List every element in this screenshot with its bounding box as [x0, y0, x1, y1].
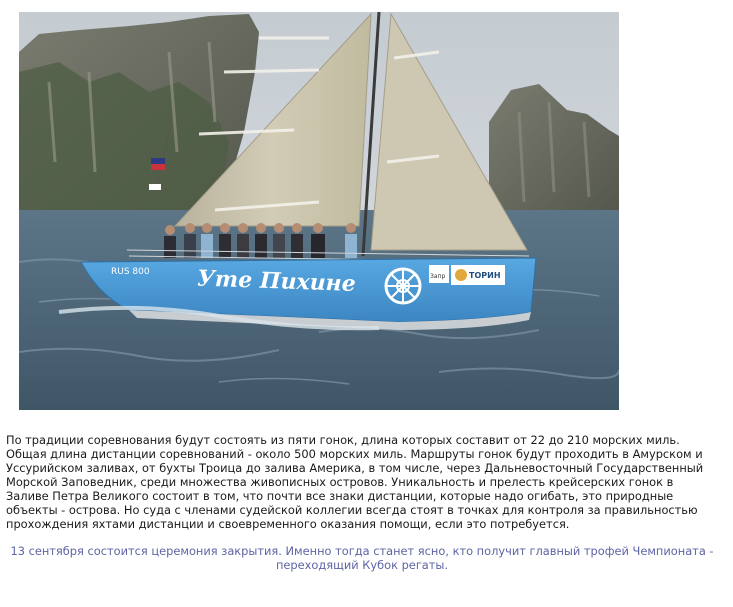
- gear-logo-icon: [386, 269, 420, 303]
- regatta-photo: [19, 12, 619, 410]
- sail-number: RUS 800: [111, 267, 150, 277]
- sponsor-2: ТОРИН: [469, 271, 501, 280]
- hull-name: Уте Пихине: [196, 265, 357, 298]
- sponsor-1: Запр: [430, 273, 446, 280]
- article-paragraph: По традиции соревнования будут состоять из пяти гонок, длина которых составит от 22 до 210 морских миль. Общая длина дистанции соревнований - около 500 морских миль. Маршруты гонок будут проходить в Амурском и Уссурийском заливах, от бухты Троица до залива Америка, в том числе, через Дальневосточный Государственный Морской Заповедник, среди множества живописных островов. Уникальность и прелесть крейсерских гонок в Заливе Петра Великого состоит в том, что почти все знаки дистанции, которые надо огибать, это природные объекты - острова. Но суда с членами судейской коллегии всегда стоят в точках для контроля за правильностью прохождения яхтами дистанции и своевременного оказания помощи, если это потребуется.: [6, 433, 704, 531]
- closing-ceremony-note: 13 сентября состоится церемония закрытия. Именно тогда станет ясно, кто получит главный трофей Чемпионата - переходящий Кубок регаты.: [10, 544, 714, 572]
